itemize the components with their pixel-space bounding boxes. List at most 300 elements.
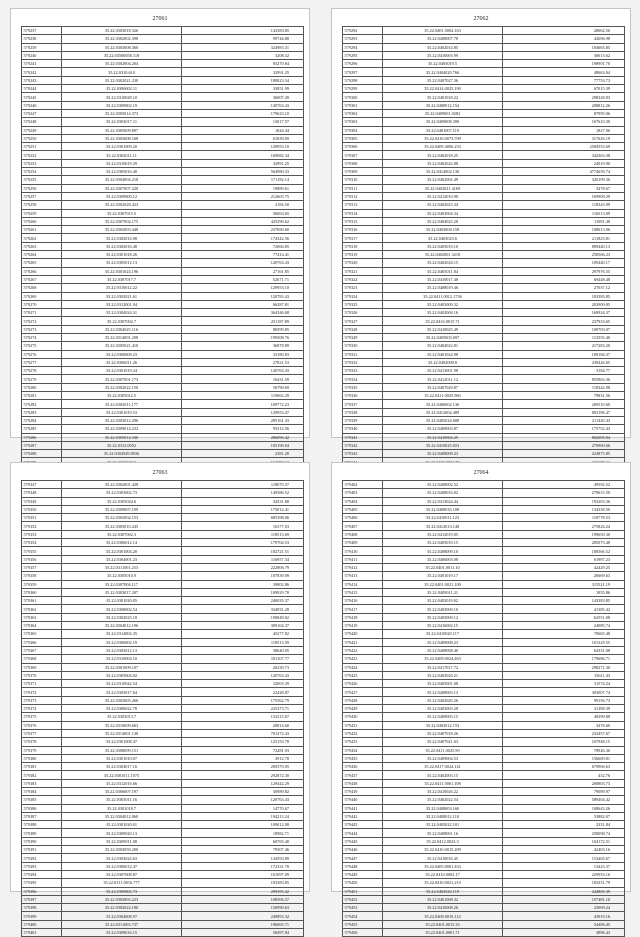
cadastral-code-cell: 35.22.0302002.398 — [62, 35, 182, 43]
table-row — [22, 870, 304, 878]
cadastral-code-cell: 35.22.0301008.47 — [62, 738, 182, 746]
row-number-cell: 579375 — [22, 713, 62, 721]
row-number-cell: 579395 — [22, 879, 62, 887]
page-title: 27063 — [152, 470, 168, 476]
row-number-cell: 579360 — [22, 588, 62, 596]
table-row — [343, 433, 625, 441]
cadastral-code-cell: 35.22.0302021.230 — [62, 76, 182, 84]
cadastral-code-cell: 35.22.0302016.48 — [62, 242, 182, 250]
amount-cell: 225373.71 — [182, 705, 304, 713]
table-row — [343, 887, 625, 895]
table-row — [22, 168, 304, 176]
cadastral-code-cell: 35.22.0301018.26 — [62, 251, 182, 259]
table-row — [343, 51, 625, 59]
cadastral-code-cell: 35.22.0408012.110 — [383, 812, 503, 820]
amount-cell: 18982.71 — [182, 829, 304, 837]
cadastral-code-cell: 35.22.0403023.6 — [383, 234, 503, 242]
cadastral-code-cell: 35.22.0403012.153 — [383, 721, 503, 729]
table-row — [343, 829, 625, 837]
amount-cell: 42696.98 — [503, 35, 625, 43]
table-row — [343, 358, 625, 366]
cadastral-code-cell: 35.22.0411.0012.1736 — [383, 292, 503, 300]
amount-cell: 285161.33 — [182, 416, 304, 424]
cadastral-code-cell: 35.22.0303059.200 — [62, 846, 182, 854]
table-row — [22, 771, 304, 779]
table-row — [22, 887, 304, 895]
cadastral-code-cell: 35.22.0309016.15 — [62, 929, 182, 937]
page-title: 27062 — [473, 16, 489, 22]
table-row — [22, 754, 304, 762]
cadastral-code-cell: 35.22.0303024.63 — [62, 854, 182, 862]
table-row — [22, 862, 304, 870]
table-row — [22, 622, 304, 630]
cadastral-code-cell: 35.22.0402001.3218 — [383, 251, 503, 259]
table-row — [343, 309, 625, 317]
amount-cell: 80599.85 — [182, 325, 304, 333]
table-row — [22, 829, 304, 837]
row-number-cell: 579304 — [343, 126, 383, 134]
cadastral-code-cell: 35.22.0408009.10 — [383, 547, 503, 555]
table-row — [343, 746, 625, 754]
amount-cell: 1827.96 — [503, 126, 625, 134]
row-number-cell: 579439 — [343, 787, 383, 795]
amount-cell: 77414.41 — [182, 251, 304, 259]
row-number-cell: 579248 — [22, 118, 62, 126]
cadastral-code-cell: 35.22.0307002.175 — [62, 217, 182, 225]
cadastral-code-cell: 35.22.0402002.49 — [383, 176, 503, 184]
table-row — [343, 251, 625, 259]
row-number-cell: 579412 — [343, 563, 383, 571]
cadastral-code-cell: 35.22.0405011.84 — [383, 267, 503, 275]
amount-cell: 209379.05 — [182, 763, 304, 771]
amount-cell: 143383.85 — [503, 597, 625, 605]
amount-cell: 48663.04 — [503, 68, 625, 76]
row-number-cell: 579252 — [22, 151, 62, 159]
row-number-cell: 579249 — [22, 126, 62, 134]
table-row — [22, 27, 304, 35]
cadastral-code-cell: 35.22.0402004.16 — [383, 309, 503, 317]
amount-cell: 116513.99 — [503, 209, 625, 217]
amount-cell: 1844.44 — [182, 126, 304, 134]
row-number-cell: 579311 — [343, 184, 383, 192]
table-row — [343, 688, 625, 696]
row-number-cell: 579386 — [22, 804, 62, 812]
cadastral-code-cell: 35.22.0308009.151 — [62, 746, 182, 754]
cadastral-code-cell: 35.22.0401.0011.10 — [383, 563, 503, 571]
amount-cell: 22428.87 — [182, 688, 304, 696]
table-row — [343, 267, 625, 275]
table-row — [343, 505, 625, 513]
table-row — [22, 275, 304, 283]
row-number-cell: 579328 — [343, 325, 383, 333]
cadastral-code-cell: 35.22.0405024.608 — [383, 416, 503, 424]
amount-cell: 589404.42 — [503, 796, 625, 804]
table-row — [22, 259, 304, 267]
cadastral-code-cell: 35.22.0408003.13 — [383, 688, 503, 696]
table-row — [343, 284, 625, 292]
amount-cell: 2331.84 — [503, 821, 625, 829]
parcel-table — [21, 26, 304, 483]
cadastral-code-cell: 35.22.0410025.49 — [383, 325, 503, 333]
cadastral-code-cell: 35.22.0314001.208 — [62, 333, 182, 341]
table-row — [343, 713, 625, 721]
row-number-cell: 579452 — [343, 895, 383, 903]
row-number-cell: 579332 — [343, 358, 383, 366]
table-row — [343, 292, 625, 300]
table-row — [22, 738, 304, 746]
row-number-cell: 579363 — [22, 613, 62, 621]
amount-cell: 4774639.74 — [503, 168, 625, 176]
row-number-cell: 579247 — [22, 109, 62, 117]
table-row — [22, 605, 304, 613]
row-number-cell: 579342 — [343, 441, 383, 449]
table-row — [22, 580, 304, 588]
cadastral-code-cell: 35.22.0404020.766 — [383, 68, 503, 76]
amount-cell: 149386.52 — [182, 489, 304, 497]
cadastral-code-cell: 35.22.0410020.117 — [383, 630, 503, 638]
amount-cell: 342363.38 — [503, 151, 625, 159]
cadastral-code-cell: 35.22.0402020.119 — [383, 887, 503, 895]
row-number-cell: 579403 — [343, 489, 383, 497]
cadastral-code-cell: 35.22.0410.0002.17 — [383, 870, 503, 878]
amount-cell: 109440.17 — [503, 259, 625, 267]
table-row — [22, 126, 304, 134]
table-row — [22, 663, 304, 671]
cadastral-code-cell: 35.22.0409008.398 — [383, 118, 503, 126]
amount-cell: 19889.61 — [182, 184, 304, 192]
row-number-cell: 579381 — [22, 763, 62, 771]
cadastral-code-cell: 35.22.03500058.118 — [62, 51, 182, 59]
table-row — [343, 738, 625, 746]
row-number-cell: 579400 — [22, 920, 62, 928]
table-row — [343, 763, 625, 771]
cadastral-code-cell: 35.22.0402014.85 — [383, 43, 503, 51]
row-number-cell: 579326 — [343, 309, 383, 317]
cadastral-code-cell: 35.22.0305010.245 — [62, 522, 182, 530]
amount-cell: 180566.52 — [503, 547, 625, 555]
row-number-cell: 579361 — [22, 597, 62, 605]
amount-cell: 108613.96 — [503, 226, 625, 234]
row-number-cell: 579283 — [22, 408, 62, 416]
row-number-cell: 579391 — [22, 846, 62, 854]
amount-cell: 190849.02 — [182, 613, 304, 621]
row-number-cell: 579263 — [22, 242, 62, 250]
row-number-cell: 579257 — [22, 192, 62, 200]
cadastral-code-cell: 35.22.0303017.64 — [62, 688, 182, 696]
row-number-cell: 579320 — [343, 259, 383, 267]
table-row — [343, 242, 625, 250]
row-number-cell: 579449 — [343, 870, 383, 878]
table-row — [343, 392, 625, 400]
cadastral-code-cell: 35.22.0310004.10 — [62, 655, 182, 663]
row-number-cell: 579451 — [343, 887, 383, 895]
amount-cell: 116957.34 — [182, 555, 304, 563]
amount-cell: 303007.74 — [503, 688, 625, 696]
row-number-cell: 579424 — [343, 663, 383, 671]
table-row — [343, 613, 625, 621]
row-number-cell: 579437 — [343, 771, 383, 779]
row-number-cell: 579251 — [22, 143, 62, 151]
cadastral-code-cell: 35.22.0305016.40 — [62, 168, 182, 176]
row-number-cell: 579323 — [343, 284, 383, 292]
table-row — [343, 854, 625, 862]
amount-cell: 67015.39 — [503, 85, 625, 93]
amount-cell: 32003.39 — [182, 680, 304, 688]
amount-cell: 239426.65 — [503, 358, 625, 366]
amount-cell: 315521.19 — [503, 580, 625, 588]
table-row — [343, 217, 625, 225]
row-number-cell: 579442 — [343, 812, 383, 820]
row-number-cell: 579250 — [22, 134, 62, 142]
cadastral-code-cell: 35.22.0303017.11 — [62, 118, 182, 126]
table-row — [22, 721, 304, 729]
cadastral-code-cell: 35.22.0401007.119 — [383, 126, 503, 134]
amount-cell: 14770.67 — [182, 804, 304, 812]
table-row — [343, 547, 625, 555]
row-number-cell: 579288 — [22, 450, 62, 458]
table-row — [343, 489, 625, 497]
table-row — [22, 638, 304, 646]
row-number-cell: 579264 — [22, 251, 62, 259]
cadastral-code-cell: 35.22.0302003.448 — [62, 226, 182, 234]
amount-cell: 20239.73 — [182, 663, 304, 671]
row-number-cell: 579284 — [22, 416, 62, 424]
amount-cell: 199508.76 — [182, 333, 304, 341]
row-number-cell: 579396 — [22, 887, 62, 895]
row-number-cell: 579322 — [343, 275, 383, 283]
amount-cell: 54406.45 — [503, 920, 625, 928]
amount-cell: 685398.06 — [182, 514, 304, 522]
cadastral-code-cell: 35.22.0404022.81 — [383, 342, 503, 350]
row-number-cell: 579355 — [22, 547, 62, 555]
cadastral-code-cell: 35.22.0309011.08 — [62, 837, 182, 845]
amount-cell: 56790.69 — [182, 383, 304, 391]
table-row — [22, 43, 304, 51]
amount-cell: 129442.29 — [182, 779, 304, 787]
row-number-cell: 579404 — [343, 497, 383, 505]
table-row — [343, 870, 625, 878]
row-number-cell: 579410 — [343, 547, 383, 555]
cadastral-code-cell: 35.22.0407021.63 — [383, 738, 503, 746]
row-number-cell: 579267 — [22, 275, 62, 283]
row-number-cell: 579358 — [22, 572, 62, 580]
row-number-cell: 579411 — [343, 555, 383, 563]
amount-cell: 60765.40 — [182, 837, 304, 845]
cadastral-code-cell: 35.22.0412.0023.3 — [383, 837, 503, 845]
row-number-cell: 579394 — [22, 870, 62, 878]
amount-cell: 64331.08 — [503, 646, 625, 654]
cadastral-code-cell: 35.22.0305021.410 — [62, 342, 182, 350]
amount-cell: 24085.74 — [503, 622, 625, 630]
cadastral-code-cell: 35.22.0403004.34 — [383, 209, 503, 217]
row-number-cell: 579430 — [343, 713, 383, 721]
table-row — [343, 201, 625, 209]
amount-cell: 803196.47 — [503, 408, 625, 416]
row-number-cell: 579414 — [343, 580, 383, 588]
table-row — [343, 530, 625, 538]
row-number-cell: 579272 — [22, 317, 62, 325]
row-number-cell: 579384 — [22, 787, 62, 795]
amount-cell: 118342.98 — [503, 383, 625, 391]
row-number-cell: 579274 — [22, 333, 62, 341]
cadastral-code-cell: 35.22.0403003.28 — [383, 705, 503, 713]
table-row — [343, 325, 625, 333]
table-row — [343, 638, 625, 646]
cadastral-code-cell: 35.22.0405003.697 — [383, 333, 503, 341]
row-number-cell: 579254 — [22, 168, 62, 176]
row-number-cell: 579298 — [343, 76, 383, 84]
cadastral-code-cell: 35.22.0305004.02 — [62, 671, 182, 679]
table-row — [22, 60, 304, 68]
cadastral-code-cell: 35.22.0302011.177 — [62, 400, 182, 408]
table-row — [343, 168, 625, 176]
row-number-cell: 579441 — [343, 804, 383, 812]
amount-cell: 425290.62 — [182, 217, 304, 225]
cadastral-code-cell: 35.22.0401019.17 — [383, 572, 503, 580]
row-number-cell: 579241 — [22, 60, 62, 68]
table-row — [343, 671, 625, 679]
cadastral-code-cell: 35.22.0302025.18 — [62, 613, 182, 621]
table-row — [343, 159, 625, 167]
row-number-cell: 579333 — [343, 367, 383, 375]
amount-cell: 179704.53 — [182, 539, 304, 547]
parcel-table — [21, 480, 304, 937]
row-number-cell: 579239 — [22, 43, 62, 51]
table-row — [22, 85, 304, 93]
table-row — [22, 242, 304, 250]
table-row — [22, 588, 304, 596]
amount-cell: 324983.51 — [182, 43, 304, 51]
row-number-cell: 579367 — [22, 646, 62, 654]
row-number-cell: 579377 — [22, 729, 62, 737]
amount-cell: 3476.60 — [503, 721, 625, 729]
cadastral-code-cell: 35.22.0309000.12 — [62, 192, 182, 200]
row-number-cell: 579309 — [343, 168, 383, 176]
amount-cell: 237933.65 — [503, 317, 625, 325]
row-number-cell: 579244 — [22, 85, 62, 93]
row-number-cell: 579422 — [343, 646, 383, 654]
cadastral-code-cell: 35.22.0405019.10 — [383, 242, 503, 250]
amount-cell: 203909.05 — [503, 300, 625, 308]
cadastral-code-cell: 35.22.0416.0073.709 — [383, 134, 503, 142]
table-row — [343, 572, 625, 580]
table-row — [343, 134, 625, 142]
amount-cell: 27821.53 — [182, 358, 304, 366]
row-number-cell: 579316 — [343, 226, 383, 234]
table-row — [343, 846, 625, 854]
table-row — [343, 696, 625, 704]
amount-cell: 62551.08 — [503, 613, 625, 621]
page-title: 27064 — [473, 470, 489, 476]
table-row — [22, 251, 304, 259]
table-row — [343, 680, 625, 688]
cadastral-code-cell: 35.22.0302029.8036 — [62, 450, 182, 458]
row-number-cell: 579444 — [343, 829, 383, 837]
table-row — [22, 192, 304, 200]
cadastral-code-cell: 35.22.0301011.1075 — [62, 771, 182, 779]
amount-cell: 33851.99 — [182, 85, 304, 93]
cadastral-code-cell: 35.22.0402009.8 — [383, 358, 503, 366]
cadastral-code-cell: 35.22.0409008.23 — [383, 638, 503, 646]
amount-cell: 244865.39 — [503, 887, 625, 895]
table-row — [343, 821, 625, 829]
table-row — [22, 572, 304, 580]
row-number-cell: 579371 — [22, 680, 62, 688]
amount-cell: 364346.68 — [182, 309, 304, 317]
table-row — [343, 408, 625, 416]
amount-cell: 153465.67 — [503, 854, 625, 862]
table-row — [343, 126, 625, 134]
table-row — [22, 812, 304, 820]
table-row — [22, 505, 304, 513]
table-row — [22, 497, 304, 505]
cadastral-code-cell: 35.22.0301019.53 — [62, 408, 182, 416]
row-number-cell: 579315 — [343, 217, 383, 225]
cadastral-code-cell: 35.22.0409003.87 — [383, 425, 503, 433]
amount-cell: 172331.78 — [182, 862, 304, 870]
table-row — [22, 309, 304, 317]
row-number-cell: 579324 — [343, 292, 383, 300]
cadastral-code-cell: 35.22.0408012.154 — [383, 101, 503, 109]
cadastral-code-cell: 35.22.0304012.196 — [62, 622, 182, 630]
cadastral-code-cell: 35.22.0307002.7 — [62, 317, 182, 325]
amount-cell: 212605.75 — [182, 192, 304, 200]
table-row — [22, 358, 304, 366]
table-row — [343, 912, 625, 920]
row-number-cell: 579329 — [343, 333, 383, 341]
amount-cell: 120763.43 — [182, 367, 304, 375]
cadastral-code-cell: 35.22.0307001.173 — [62, 375, 182, 383]
cadastral-code-cell: 35.22.0408033.02 — [383, 489, 503, 497]
row-number-cell: 579456 — [343, 929, 383, 937]
table-row — [22, 929, 304, 937]
cadastral-code-cell: 35.22.0409005.15 — [383, 713, 503, 721]
amount-cell: 196065.71 — [182, 920, 304, 928]
cadastral-code-cell: 35.22.0302022.150 — [62, 383, 182, 391]
table-row — [22, 425, 304, 433]
amount-cell: 249893.32 — [182, 912, 304, 920]
row-number-cell: 579374 — [22, 705, 62, 713]
amount-cell: 181107.77 — [182, 655, 304, 663]
cadastral-code-cell: 35.22.0405001.08 — [383, 680, 503, 688]
amount-cell: 58497.84 — [182, 929, 304, 937]
table-row — [22, 597, 304, 605]
table-row — [343, 721, 625, 729]
amount-cell: 107948.15 — [503, 738, 625, 746]
cadastral-code-cell: 35.22.0301020.01 — [62, 821, 182, 829]
amount-cell: 118513.69 — [182, 530, 304, 538]
table-row — [22, 408, 304, 416]
table-row — [343, 375, 625, 383]
table-row — [22, 514, 304, 522]
table-row — [343, 234, 625, 242]
row-number-cell: 579429 — [343, 705, 383, 713]
cadastral-code-cell: 35.22.0410025.653 — [383, 441, 503, 449]
table-row — [343, 754, 625, 762]
row-number-cell: 579387 — [22, 812, 62, 820]
cadastral-code-cell: 35.22.0301019.24 — [62, 367, 182, 375]
amount-cell: 150990.63 — [182, 904, 304, 912]
amount-cell: 36007.49 — [182, 93, 304, 101]
cadastral-code-cell: 35.22.0306012.47 — [62, 862, 182, 870]
table-row — [343, 226, 625, 234]
table-row — [343, 342, 625, 350]
row-number-cell: 579310 — [343, 176, 383, 184]
row-number-cell: 579270 — [22, 300, 62, 308]
table-row — [343, 655, 625, 663]
row-number-cell: 579269 — [22, 292, 62, 300]
cadastral-code-cell: 35.22.0410017.48 — [383, 275, 503, 283]
